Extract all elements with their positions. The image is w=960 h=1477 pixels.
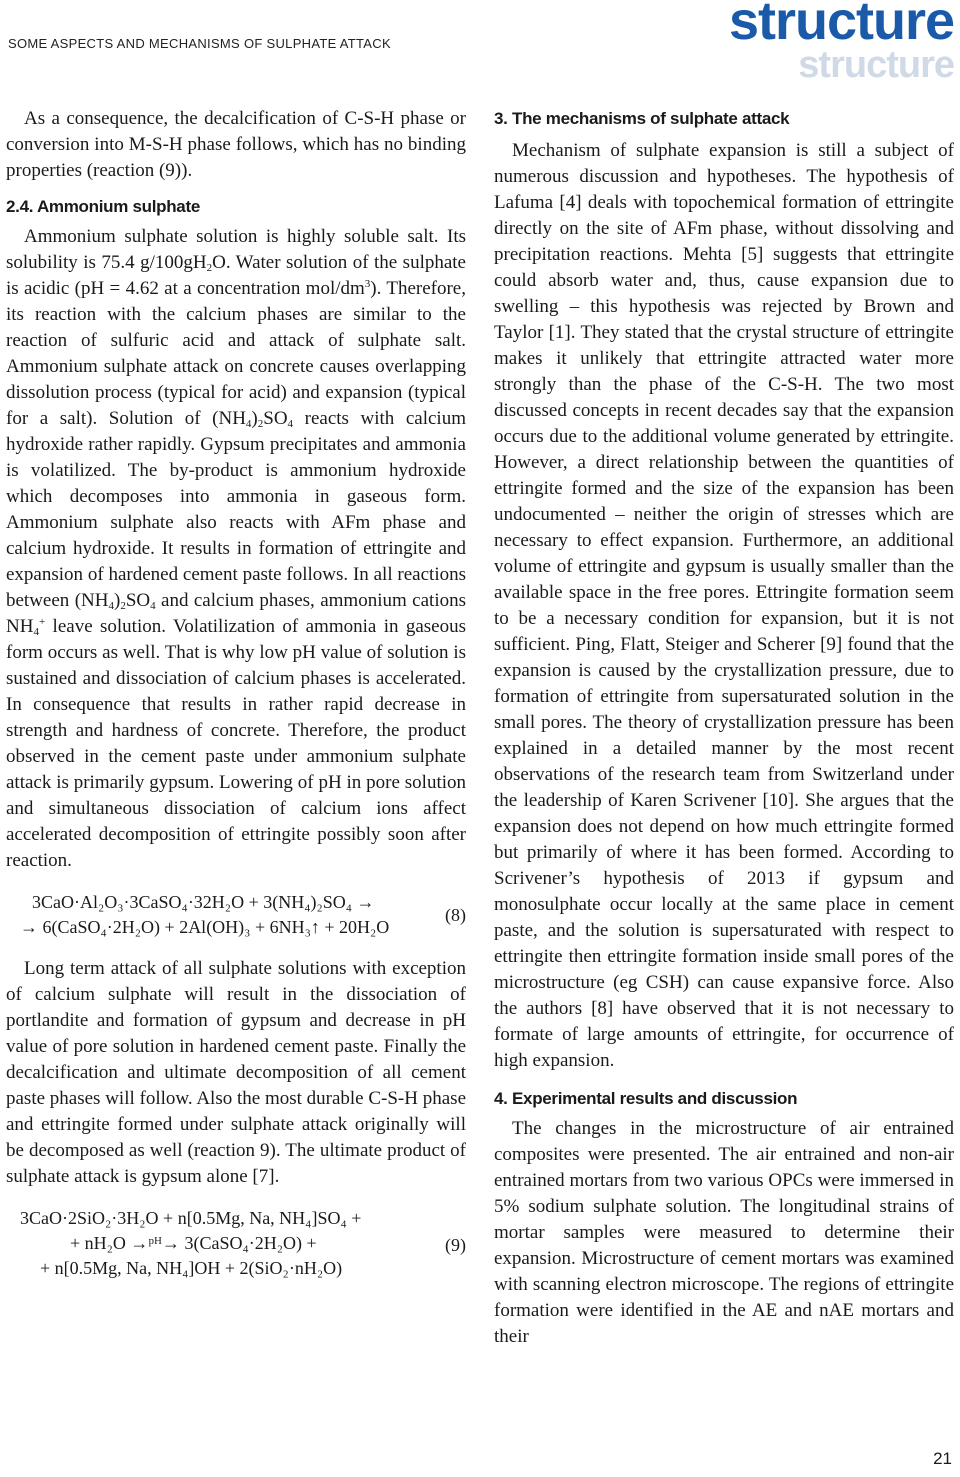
paragraph: As a consequence, the decalcification of C-S-H phase or conversion into M-S-H phase follows, which has no binding properties (reaction (9)). (6, 108, 466, 181)
equation-9-line-1: 3CaO·2SiO₂·3H₂O + n[0.5Mg, Na, NH₄]SO₄ + (20, 1208, 362, 1228)
right-column (494, 106, 954, 1350)
equation-8-line-1: 3CaO·Al₂O₃·3CaSO₄·32H₂O + 3(NH₄)₂SO₄ → (32, 892, 375, 912)
equation-8-line-2: → 6(CaSO₄·2H₂O) + 2Al(OH)₃ + 6NH₃↑ + 20H₂O (20, 917, 390, 937)
journal-logo-text: structure (728, 0, 954, 51)
section-heading-3: 3. The mechanisms of sulphate attack (494, 109, 790, 128)
paragraph-ammonium-sulphate: Ammonium sulphate solution is highly soluble salt. Its solubility is 75.4 $g/100gH_2O$. Water solution of the sulphate is acidic (pH = 4.62 at a concentration mol/$dm^3$). Therefore, its reaction with the calcium phases are similar to the reaction of sulfuric acid and attack of sulphate salt. Ammonium sulphate attack on concrete causes overlapping dissolution process (typical for acid) and expansion (typical for a salt). Solution of $(NH_4)_2SO_4$ reacts with calcium hydroxide rather rapidly. Gypsum precipitates and ammonia is volatilized. The by-product is ammonium hydroxide which decomposes into ammonia in gaseous form. Ammonium sulphate also reacts with AFm phase and calcium hydroxide. It results in formation of ettringite and expansion of hardened cement paste follows. In all reactions between $(NH_4)_2SO_4$ and calcium phases, ammonium cations $NH_4^+$ leave solution. Volatilization of ammonia in gaseous form occurs as well. That is why low pH value of solution is sustained and dissociation of calcium phases is accelerated. In consequence that results in rather rapid decrease in strength and hardness of concrete. Therefore, the product observed in the cement paste under ammonium sulphate attack is primarily gypsum. Lowering of pH in pore solution and simultaneous dissociation of calcium ions affect accelerated decomposition of ettringite possibly soon after reaction. (6, 226, 466, 871)
journal-logo-shadow: structure (798, 44, 954, 86)
equation-9-line-2: + nH₂O →ᵖᴴ→ 3(CaSO₄·2H₂O) + (70, 1233, 317, 1253)
journal-logo (684, 0, 954, 86)
equation-8 (20, 890, 466, 940)
left-column (6, 106, 466, 1281)
paragraph-results: The changes in the microstructure of air entrained composites were presented. The air entrained and non-air entrained mortars from two various OPCs were immersed in 5% sodium sulphate solution. The longitudinal strains of mortar samples were measured to determine their expansion. Microstructure of cement mortars was examined with scanning electron microscope. The regions of ettringite formation were identified in the AE and nAE mortars and their (494, 1118, 954, 1347)
paragraph-mechanisms: Mechanism of sulphate expansion is still a subject of numerous discussion and hypotheses. The hypothesis of Lafuma [4] deals with topochemical formation of ettringite directly on the site of AFm phase, without dissolving and precipitation reactions. Mehta [5] suggests that ettringite could absorb water and, thus, cause expansion due to swelling – this hypothesis was rejected by Brown and Taylor [1]. They stated that the crystal structure of ettringite makes it unlikely that ettringite attracted water more strongly than the phase of the C-S-H. The two most discussed concepts in recent decades say that the expansion occurs due to the additional volume generated by ettringite. However, a direct relationship between the quantities of ettringite formed and the size of the expansion has been undocumented – neither the origin of stresses which are necessary to effect expansion. Furthermore, an additional volume of ettringite and gypsum is usually smaller than the available space in the free pores. Ettringite formation seem to be a necessary condition for expansion, but it is not sufficient. Ping, Flatt, Steiger and Scherer [9] found that the expansion is caused by the crystallization pressure, due to formation of ettringite from supersaturated solution in the small pores. The theory of crystallization pressure has been explained in a detailed manner by the most recent observations of the research team from Switzerland under the leadership of Karen Scrivener [10]. She argues that the expansion does not depend on how much ettringite formed but primarily of where it has been formed. According to Scrivener’s hypothesis of 2013 if gypsum and monosulphate occur locally at the same place in cement paste, and the solution is supersaturated with respect to ettringite then ettringite formation inside small pores of the microstructure (eg CSH) can cause expansive force. Also the authors [8] have observed that it is not necessary to formate of large amounts of ettringite, for occurrence of high expansion. (494, 140, 954, 1071)
section-heading-2-4: 2.4. Ammonium sulphate (6, 197, 200, 216)
equation-9-number: (9) (445, 1235, 466, 1255)
section-heading-4: 4. Experimental results and discussion (494, 1089, 798, 1108)
page-number: 21 (933, 1449, 952, 1468)
paragraph: Long term attack of all sulphate solutions with exception of calcium sulphate will result in the dissociation of portlandite and formation of gypsum and decrease in pH value of pore solution in hardened cement paste. Finally the decalcification and ultimate decomposition of all cement paste phases will follow. Also the most durable C-S-H phase and ettringite formed under sulphate attack originally will be decomposed as well (reaction 9). The ultimate product of sulphate attack is gypsum alone [7]. (6, 958, 466, 1187)
equation-9-line-3: + n[0.5Mg, Na, NH₄]OH + 2(SiO₂·nH₂O) (40, 1258, 343, 1278)
running-head: SOME ASPECTS AND MECHANISMS OF SULPHATE ATTACK (8, 36, 391, 51)
equation-8-number: (8) (445, 905, 466, 925)
equation-9 (20, 1206, 466, 1281)
